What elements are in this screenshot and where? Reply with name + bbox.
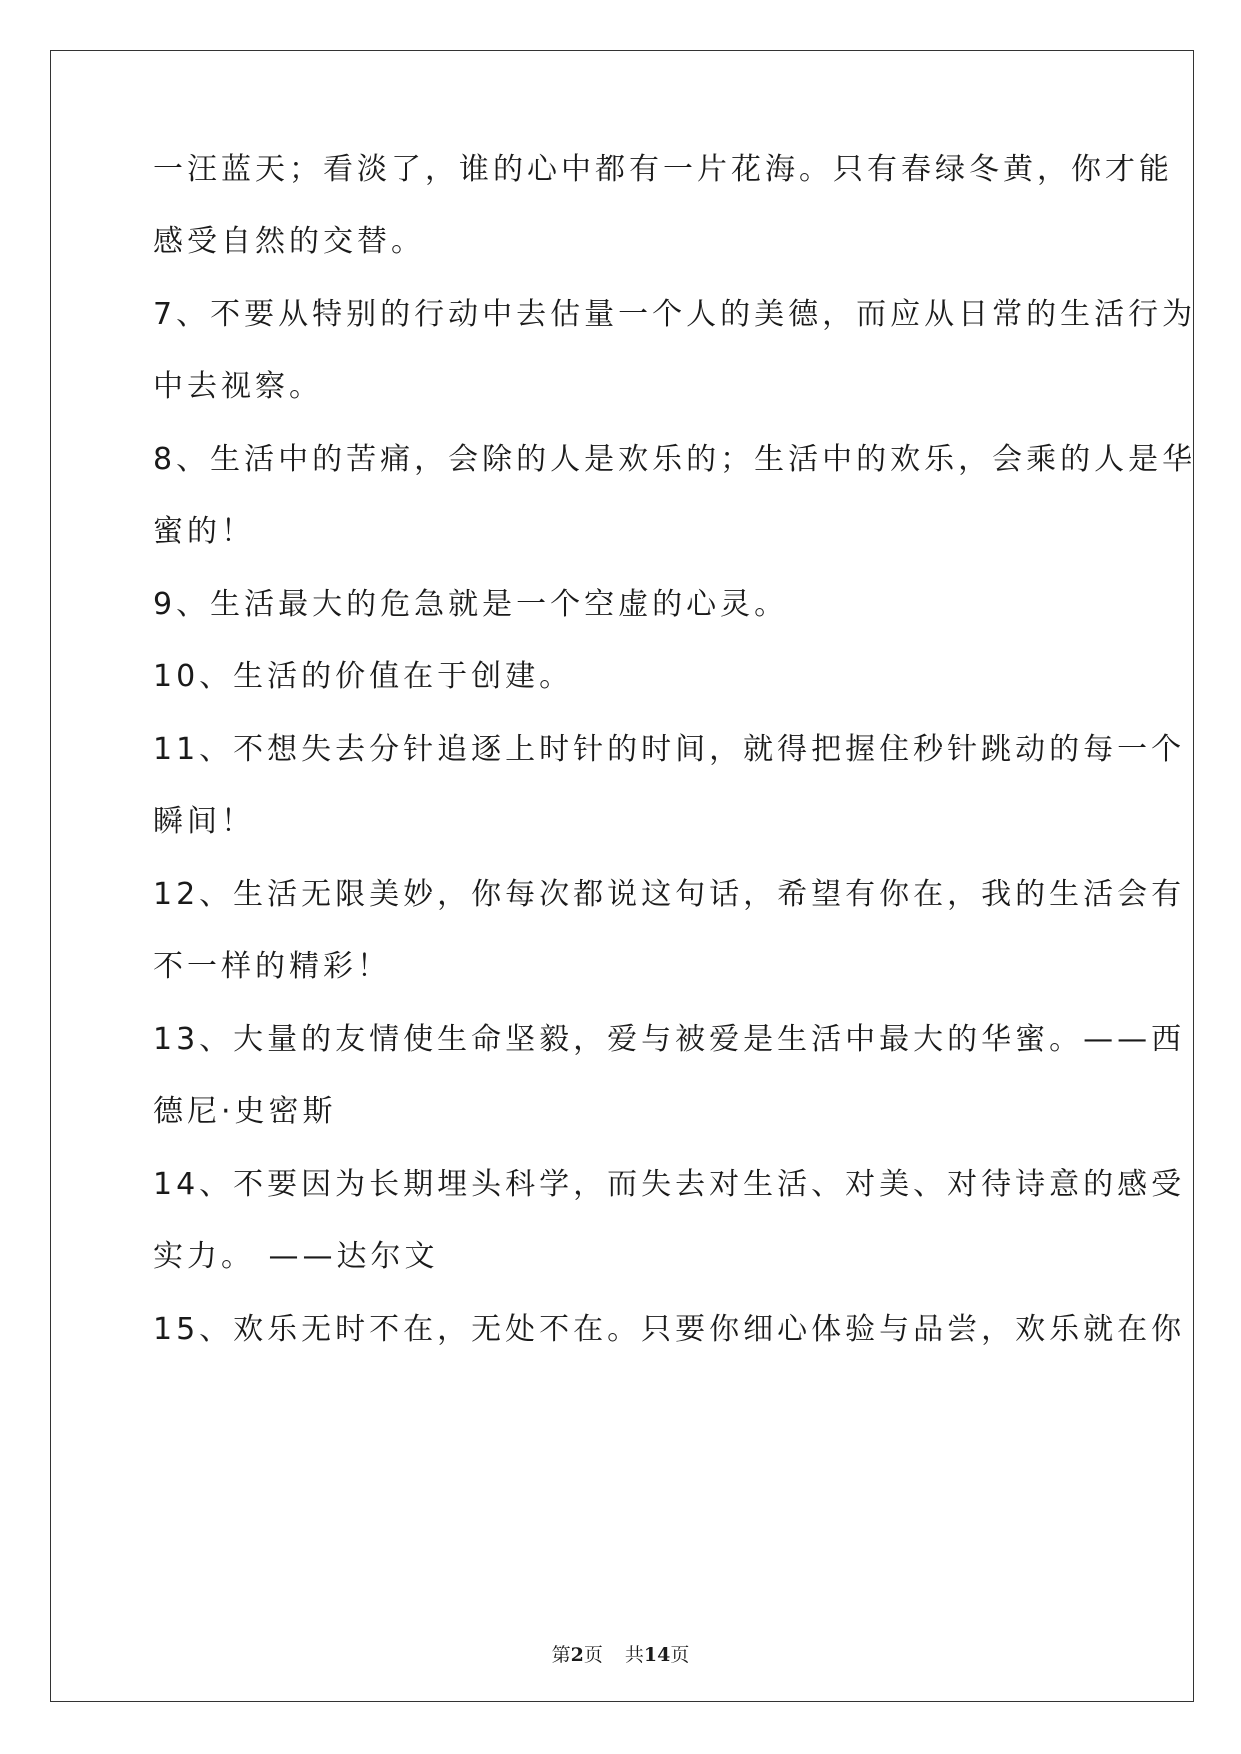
text-line: 感受自然的交替。 (153, 224, 425, 259)
text-line: 11、不想失去分针追逐上时针的时间，就得把握住秒针跳动的每一个 (153, 732, 1186, 767)
text-line: 9、生活最大的危急就是一个空虚的心灵。 (153, 587, 789, 622)
text-line: 瞬间！ (153, 804, 255, 839)
text-line: 10、生活的价值在于创建。 (153, 659, 574, 694)
footer-page-suffix: 页 (583, 1644, 603, 1666)
text-line: 7、不要从特别的行动中去估量一个人的美德，而应从日常的生活行为 (153, 297, 1197, 332)
text-line: 德尼·史密斯 (153, 1094, 337, 1129)
footer-page-number: 2 (570, 1644, 584, 1666)
text-line: 14、不要因为长期埋头科学，而失去对生活、对美、对待诗意的感受 (153, 1167, 1186, 1202)
text-line: 中去视察。 (153, 369, 323, 404)
footer-page-prefix: 第 (551, 1644, 571, 1666)
footer-total-suffix: 页 (670, 1644, 690, 1666)
text-line: 8、生活中的苦痛，会除的人是欢乐的；生活中的欢乐，会乘的人是华 (153, 442, 1197, 477)
text-line: 一汪蓝天；看淡了，谁的心中都有一片花海。只有春绿冬黄，你才能 (153, 152, 1173, 187)
text-line: 13、大量的友情使生命坚毅，爱与被爱是生活中最大的华蜜。——西 (153, 1022, 1186, 1057)
text-line: 15、欢乐无时不在，无处不在。只要你细心体验与品尝，欢乐就在你 (153, 1312, 1186, 1347)
text-line: 蜜的！ (153, 514, 255, 549)
footer-total-number: 14 (643, 1644, 671, 1666)
text-line: 不一样的精彩！ (153, 949, 391, 984)
footer-total-prefix: 共 (624, 1644, 644, 1666)
document-body (153, 150, 1197, 1550)
text-line: 12、生活无限美妙，你每次都说这句话，希望有你在，我的生活会有 (153, 877, 1186, 912)
text-line: 实力。 ——达尔文 (153, 1239, 439, 1274)
page-footer (0, 1642, 1241, 1668)
